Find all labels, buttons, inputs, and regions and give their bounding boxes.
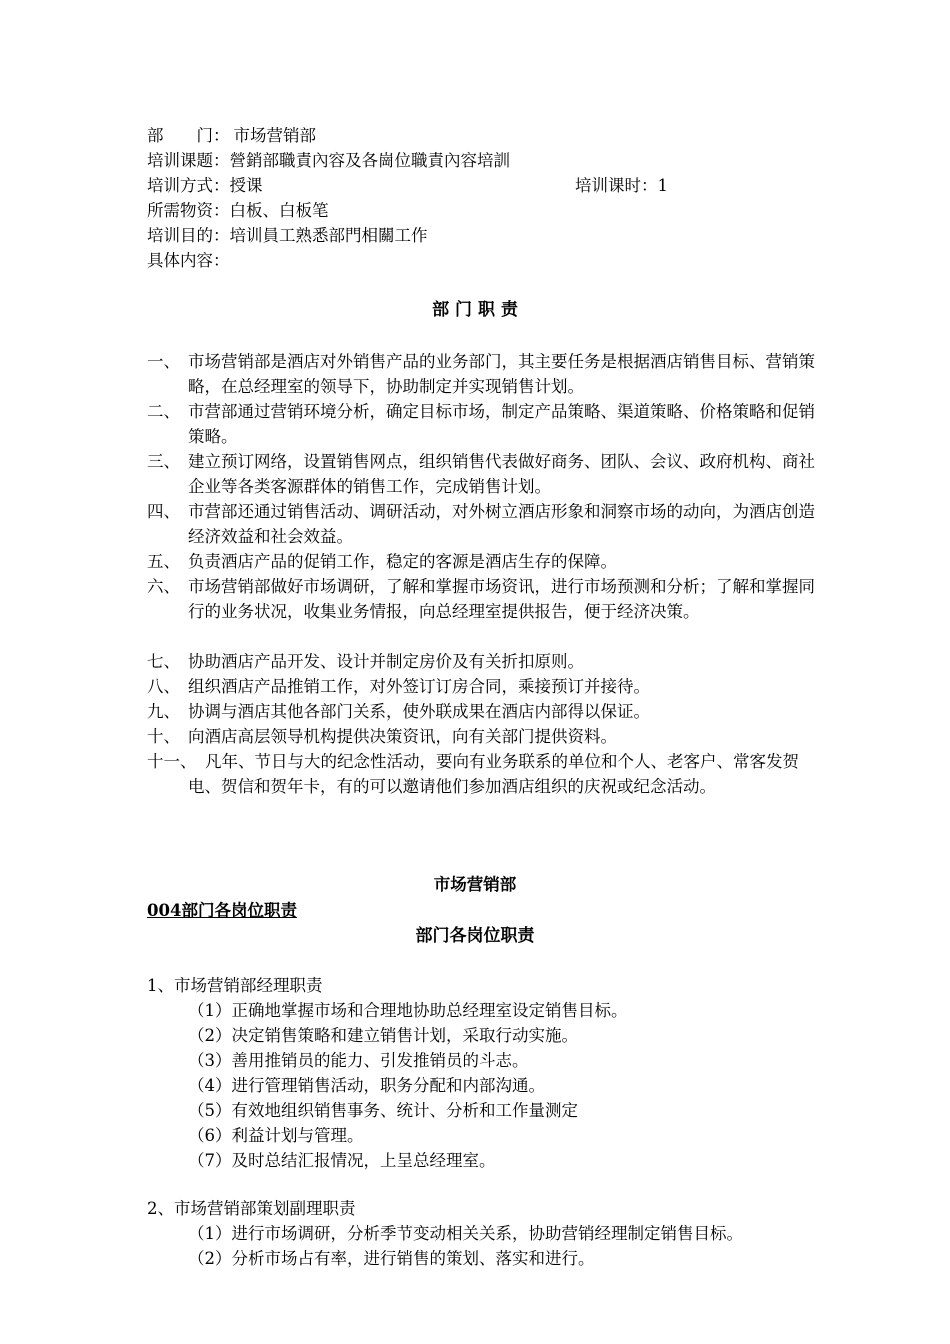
materials-row: [147, 199, 329, 223]
duty-number: 一、: [147, 352, 180, 371]
role-duty: （1）正确地掌握市场和合理地协助总经理室设定销售目标。: [188, 1001, 628, 1020]
duty-number: 九、: [147, 702, 180, 721]
duty-text: 协助酒店产品开发、设计并制定房价及有关折扣原则。: [188, 652, 584, 671]
content-row: [147, 249, 230, 273]
duty-number: 四、: [147, 502, 180, 521]
duty-item: [147, 574, 827, 624]
duty-number: 五、: [147, 552, 180, 571]
code-title: 004部门各岗位职责: [147, 901, 297, 920]
duty-number: 十一、: [147, 752, 197, 771]
duty-item: [147, 449, 827, 499]
topic-row: [147, 149, 510, 173]
section-title-duties: 部 门 职 责: [432, 300, 518, 320]
duty-text: 市营部通过营销环境分析，确定目标市场，制定产品策略、渠道策略、价格策略和促销策略。: [188, 402, 815, 446]
role-duty: （7）及时总结汇报情况，上呈总经理室。: [188, 1151, 496, 1170]
duty-item: [147, 749, 827, 799]
hours-label: 培训课时：: [575, 176, 658, 195]
topic-label: 培训课题：: [147, 151, 230, 170]
role-duty: （6）利益计划与管理。: [188, 1126, 364, 1145]
role-title: 2、市场营销部策划副理职责: [147, 1199, 356, 1218]
topic-value: 營銷部職責內容及各崗位職責內容培訓: [229, 151, 510, 170]
duty-text: 向酒店高层领导机构提供决策资讯，向有关部门提供资料。: [188, 727, 617, 746]
content-label: 具体内容：: [147, 251, 230, 270]
hours-row: [575, 174, 668, 198]
purpose-label: 培训目的：: [147, 226, 230, 245]
section-title-positions: 部门各岗位职责: [415, 926, 535, 946]
duty-item: [147, 349, 827, 399]
role-duty: （4）进行管理销售活动，职务分配和内部沟通。: [188, 1076, 545, 1095]
role-duty: （1）进行市场调研，分析季节变动相关关系，协助营销经理制定销售目标。: [188, 1224, 743, 1243]
duty-number: 七、: [147, 652, 180, 671]
duty-text: 市营部还通过销售活动、调研活动，对外树立酒店形象和洞察市场的动向，为酒店创造经济效益和社会效益。: [188, 502, 815, 546]
duty-item: [147, 649, 827, 674]
role-duty: （3）善用推销员的能力、引发推销员的斗志。: [188, 1051, 529, 1070]
duty-text: 市场营销部做好市场调研，了解和掌握市场资讯，进行市场预测和分析；了解和掌握同行的业务状况，收集业务情报，向总经理室提供报告，便于经济决策。: [188, 577, 815, 621]
duty-number: 三、: [147, 452, 180, 471]
duty-item: [147, 549, 827, 574]
duty-number: 二、: [147, 402, 180, 421]
duty-number: 八、: [147, 677, 180, 696]
duty-item: [147, 674, 827, 699]
duty-item: [147, 699, 827, 724]
section-heading-marketing: 市场营销部: [433, 875, 517, 894]
role-title: 1、市场营销部经理职责: [147, 976, 323, 995]
duty-text: 协调与酒店其他各部门关系，使外联成果在酒店内部得以保证。: [188, 702, 650, 721]
duty-text: 市场营销部是酒店对外销售产品的业务部门，其主要任务是根据酒店销售目标、营销策略，在总经理室的领导下，协助制定并实现销售计划。: [188, 352, 815, 396]
method-value: 授课: [229, 176, 263, 195]
duty-text: 凡年、节日与大的纪念性活动，要向有业务联系的单位和个人、老客户、常客发贺电、贺信和贺年卡，有的可以邀请他们参加酒店组织的庆祝或纪念活动。: [188, 752, 799, 796]
method-label: 培训方式：: [147, 176, 230, 195]
purpose-value: 培训員工熟悉部門相關工作: [229, 226, 428, 245]
purpose-row: [147, 224, 428, 248]
role-duty: （2）决定销售策略和建立销售计划，采取行动实施。: [188, 1026, 578, 1045]
department-label: 部 门：: [147, 126, 230, 145]
method-row: [147, 174, 263, 198]
duty-number: 十、: [147, 727, 180, 746]
duty-number: 六、: [147, 577, 180, 596]
materials-label: 所需物资：: [147, 201, 230, 220]
role-duty: （5）有效地组织销售事务、统计、分析和工作量测定: [188, 1101, 578, 1120]
duty-text: 建立预订网络，设置销售网点，组织销售代表做好商务、团队、会议、政府机构、商社企业等各类客源群体的销售工作，完成销售计划。: [188, 452, 815, 496]
department-row: [147, 124, 316, 148]
duty-item: [147, 499, 827, 549]
duty-item: [147, 724, 827, 749]
department-value: 市场营销部: [233, 126, 316, 145]
hours-value: 1: [657, 176, 668, 195]
role-duty: （2）分析市场占有率，进行销售的策划、落实和进行。: [188, 1249, 595, 1268]
materials-value: 白板、白板笔: [229, 201, 329, 220]
duty-text: 负责酒店产品的促销工作，稳定的客源是酒店生存的保障。: [188, 552, 617, 571]
duty-text: 组织酒店产品推销工作，对外签订订房合同，乘接预订并接待。: [188, 677, 650, 696]
duty-item: [147, 399, 827, 449]
